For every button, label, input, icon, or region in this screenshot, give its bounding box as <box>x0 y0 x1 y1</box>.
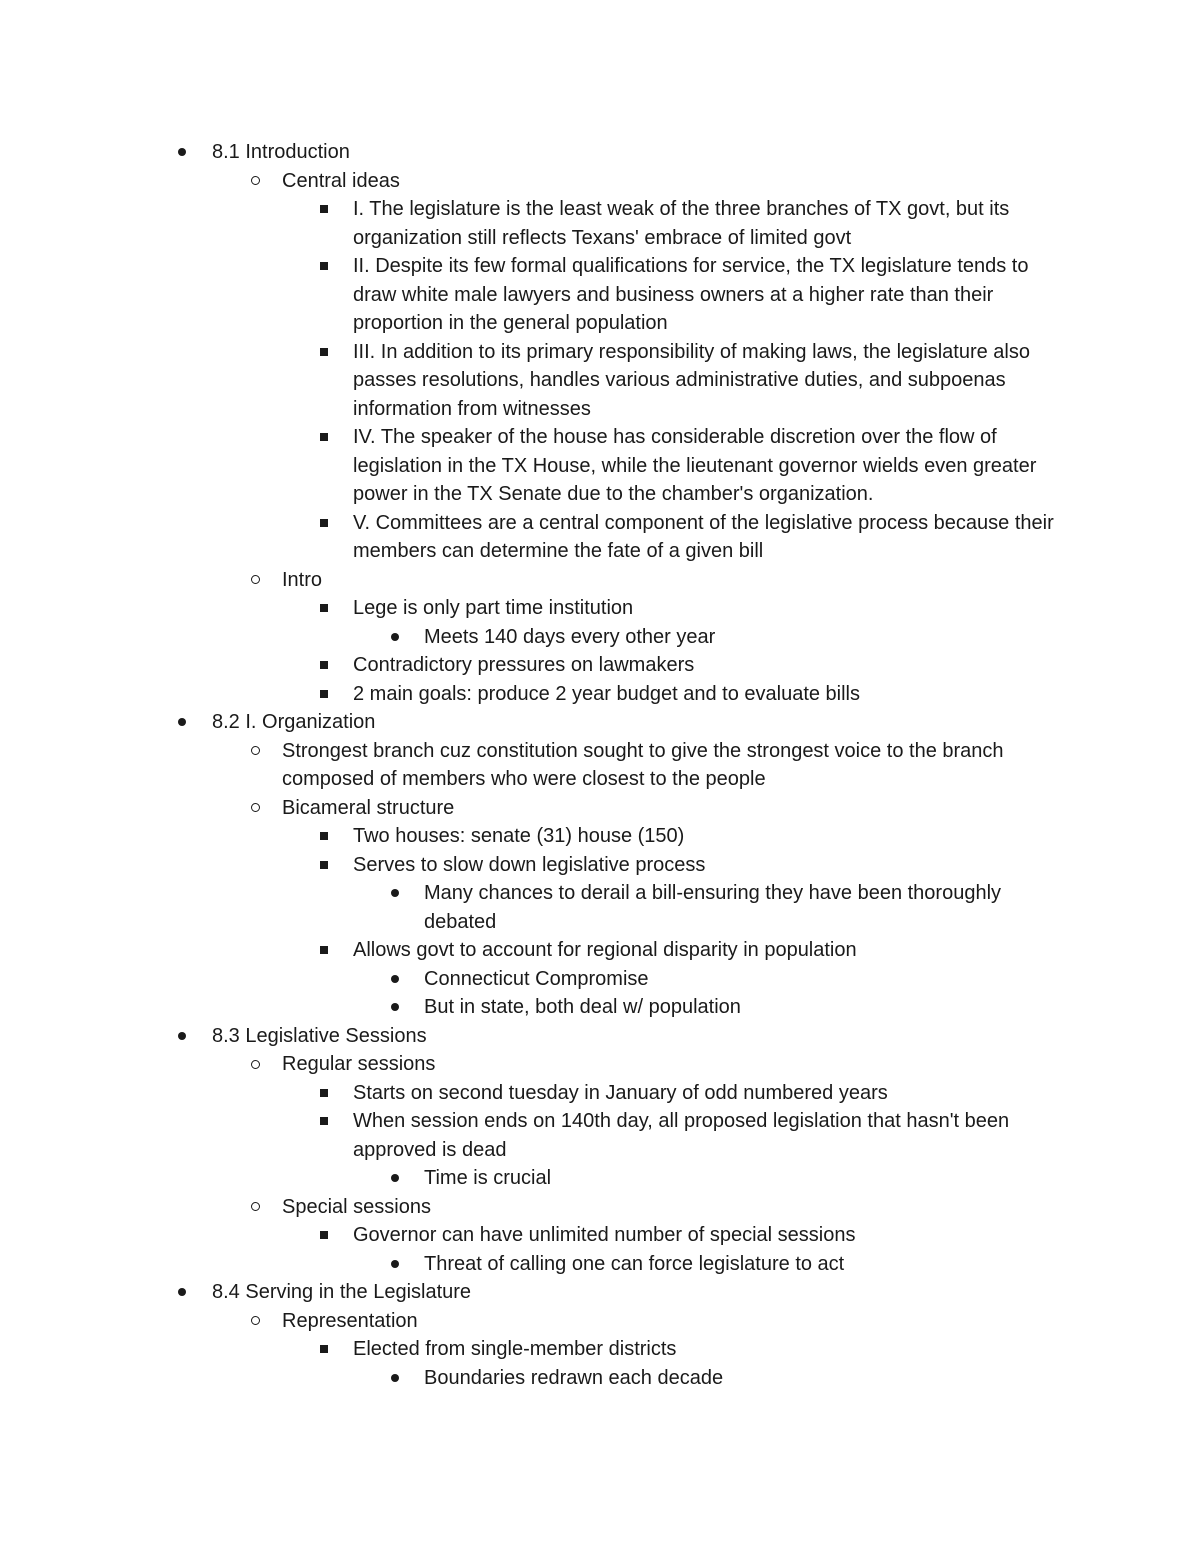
bullet-square-icon <box>317 594 331 623</box>
outline-item-level-2 <box>0 851 1063 880</box>
bullet-dot-icon <box>388 993 402 1022</box>
outline-item-text: Starts on second tuesday in January of odd numbered years <box>353 1081 888 1104</box>
outline-item-text: Bicameral structure <box>282 796 455 819</box>
outline-item-text: Elected from single-member districts <box>353 1338 677 1360</box>
outline-item-text: Many chances to derail a bill-ensuring they have been thoroughly debated <box>424 882 1002 933</box>
bullet-dot-icon <box>175 1278 189 1307</box>
bullet-dot-icon <box>388 965 402 994</box>
outline-item-text: When session ends on 140th day, all proposed legislation that hasn't been approved is dead <box>353 1110 1010 1161</box>
outline-item-text: Central ideas <box>282 169 400 192</box>
outline-item-text: II. Despite its few formal qualifications for service, the TX legislature tends to draw white male lawyers and business owners at a higher rate than their proportion in the general population <box>353 255 1029 334</box>
outline-item-level-1 <box>0 1050 1062 1079</box>
outline-item-level-3 <box>0 965 1064 994</box>
outline-item-text: Allows govt to account for regional disparity in population <box>353 939 857 961</box>
outline-item-text: Threat of calling one can force legislature to act <box>424 1252 845 1275</box>
outline-item-level-2 <box>0 1221 1063 1250</box>
outline-item-text: I. The legislature is the least weak of the three branches of TX govt, but its organization still reflects Texans' embrace of limited govt <box>353 198 1010 249</box>
outline-item-text: Boundaries redrawn each decade <box>424 1366 724 1389</box>
outline-item-level-1 <box>0 566 1062 595</box>
outline-item-level-2 <box>0 822 1063 851</box>
bullet-circle-icon <box>248 1193 262 1222</box>
outline-item-text: Strongest branch cuz constitution sought to give the strongest voice to the branch composed of members who were closest to the people <box>282 739 1004 790</box>
bullet-square-icon <box>317 252 331 281</box>
bullet-square-icon <box>317 822 331 851</box>
outline-item-level-2 <box>0 252 1063 338</box>
outline-item-text: 2 main goals: produce 2 year budget and to evaluate bills <box>353 682 861 705</box>
outline-item-text: 8.2 I. Organization <box>212 711 376 733</box>
outline-item-level-2 <box>0 195 1063 252</box>
outline-item-level-1 <box>0 167 1062 196</box>
bullet-circle-icon <box>248 566 262 595</box>
bullet-circle-icon <box>248 737 262 766</box>
bullet-square-icon <box>317 1221 331 1250</box>
outline-item-text: V. Committees are a central component of the legislative process because their members can determine the fate of a given bill <box>353 511 1054 562</box>
outline-item-text: Lege is only part time institution <box>353 597 634 619</box>
bullet-dot-icon <box>388 879 402 908</box>
bullet-square-icon <box>317 851 331 880</box>
bullet-square-icon <box>317 936 331 965</box>
outline-item-level-2 <box>0 509 1063 566</box>
outline-item-level-0 <box>0 1022 1062 1051</box>
bullet-square-icon <box>317 680 331 709</box>
outline-item-level-2 <box>0 338 1063 424</box>
bullet-square-icon <box>317 1079 331 1108</box>
outline-item-text: IV. The speaker of the house has considerable discretion over the flow of legislation in the TX House, while the lieutenant governor wields even greater power in the TX Senate due to the chamber's organization. <box>353 426 1037 505</box>
bullet-dot-icon <box>388 1164 402 1193</box>
outline-item-level-1 <box>0 1193 1062 1222</box>
bullet-circle-icon <box>248 794 262 823</box>
bullet-square-icon <box>317 1107 331 1136</box>
bullet-circle-icon <box>248 1050 262 1079</box>
outline-item-level-2 <box>0 423 1063 509</box>
outline-item-level-0 <box>0 138 1062 167</box>
bullet-square-icon <box>317 509 331 538</box>
outline-item-level-1 <box>0 1307 1062 1336</box>
outline-item-text: Contradictory pressures on lawmakers <box>353 654 695 676</box>
outline-item-text: But in state, both deal w/ population <box>424 996 741 1018</box>
document-page <box>0 138 1200 1392</box>
outline-item-text: Connecticut Compromise <box>424 967 649 990</box>
outline-item-level-1 <box>0 737 1062 794</box>
bullet-square-icon <box>317 338 331 367</box>
outline-item-level-2 <box>0 1107 1063 1164</box>
outline-item-level-0 <box>0 708 1062 737</box>
outline-item-text: Time is crucial <box>424 1167 552 1189</box>
outline-item-level-2 <box>0 651 1063 680</box>
outline-item-text: 8.1 Introduction <box>212 141 350 163</box>
outline-item-text: Special sessions <box>282 1195 431 1218</box>
outline-item-text: Meets 140 days every other year <box>424 625 716 648</box>
outline-item-text: Two houses: senate (31) house (150) <box>353 825 685 847</box>
outline-item-text: Representation <box>282 1309 418 1332</box>
outline-item-text: III. In addition to its primary responsibility of making laws, the legislature also passes resolutions, handles various administrative duties, and subpoenas information from witnesses <box>353 340 1030 420</box>
bullet-circle-icon <box>248 1307 262 1336</box>
bullet-dot-icon <box>388 1364 402 1393</box>
bullet-square-icon <box>317 195 331 224</box>
outline-item-level-3 <box>0 879 1064 936</box>
outline-item-level-3 <box>0 1250 1064 1279</box>
outline-item-level-1 <box>0 794 1062 823</box>
bullet-square-icon <box>317 651 331 680</box>
outline-item-text: Regular sessions <box>282 1053 436 1075</box>
outline-item-level-0 <box>0 1278 1062 1307</box>
outline-item-text: 8.4 Serving in the Legislature <box>212 1281 472 1303</box>
outline-item-level-3 <box>0 623 1064 652</box>
bullet-dot-icon <box>175 1022 189 1051</box>
outline-item-level-3 <box>0 1164 1064 1193</box>
bullet-dot-icon <box>388 1250 402 1279</box>
outline-item-text: Serves to slow down legislative process <box>353 853 706 876</box>
outline-item-level-2 <box>0 1079 1063 1108</box>
bullet-dot-icon <box>175 708 189 737</box>
bullet-dot-icon <box>388 623 402 652</box>
outline-item-level-3 <box>0 993 1064 1022</box>
outline-item-text: Intro <box>282 568 323 591</box>
outline-item-level-2 <box>0 1335 1063 1364</box>
bullet-dot-icon <box>175 138 189 167</box>
outline-item-text: 8.3 Legislative Sessions <box>212 1024 427 1047</box>
bullet-square-icon <box>317 423 331 452</box>
outline-item-level-2 <box>0 680 1063 709</box>
bullet-circle-icon <box>248 167 262 196</box>
outline-item-text: Governor can have unlimited number of special sessions <box>353 1224 856 1246</box>
outline-item-level-2 <box>0 936 1063 965</box>
outline-item-level-3 <box>0 1364 1064 1393</box>
bullet-square-icon <box>317 1335 331 1364</box>
outline-item-level-2 <box>0 594 1063 623</box>
